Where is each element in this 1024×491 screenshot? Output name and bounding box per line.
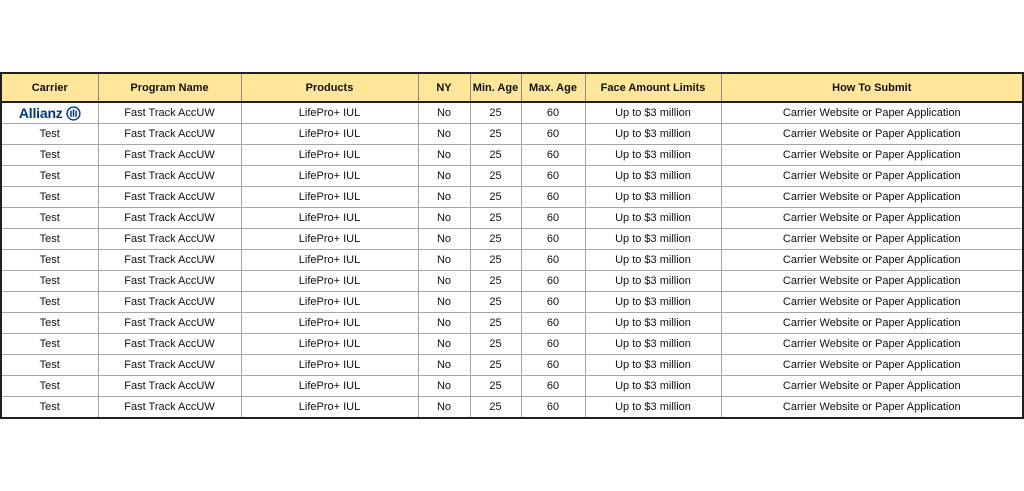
cell-carrier: Test <box>1 124 98 145</box>
cell-face-amount: Up to $3 million <box>585 397 721 419</box>
cell-carrier: Test <box>1 208 98 229</box>
cell-products: LifePro+ IUL <box>241 271 418 292</box>
cell-max-age: 60 <box>521 187 585 208</box>
cell-max-age: 60 <box>521 145 585 166</box>
cell-products: LifePro+ IUL <box>241 187 418 208</box>
table-row <box>1 397 1023 419</box>
cell-face-amount: Up to $3 million <box>585 313 721 334</box>
header-face-amount-limits: Face Amount Limits <box>585 73 721 102</box>
cell-how-to-submit: Carrier Website or Paper Application <box>721 229 1023 250</box>
cell-min-age: 25 <box>470 145 521 166</box>
table-row <box>1 187 1023 208</box>
cell-carrier: Test <box>1 355 98 376</box>
cell-face-amount: Up to $3 million <box>585 145 721 166</box>
cell-how-to-submit: Carrier Website or Paper Application <box>721 376 1023 397</box>
cell-products: LifePro+ IUL <box>241 376 418 397</box>
table-row <box>1 355 1023 376</box>
cell-carrier: Test <box>1 313 98 334</box>
cell-how-to-submit: Carrier Website or Paper Application <box>721 292 1023 313</box>
cell-ny: No <box>418 208 470 229</box>
table-row <box>1 166 1023 187</box>
cell-program-name: Fast Track AccUW <box>98 355 241 376</box>
cell-program-name: Fast Track AccUW <box>98 229 241 250</box>
cell-carrier <box>1 102 98 124</box>
cell-min-age: 25 <box>470 102 521 124</box>
cell-program-name: Fast Track AccUW <box>98 397 241 419</box>
cell-min-age: 25 <box>470 250 521 271</box>
cell-program-name: Fast Track AccUW <box>98 313 241 334</box>
cell-min-age: 25 <box>470 313 521 334</box>
cell-face-amount: Up to $3 million <box>585 292 721 313</box>
table-row <box>1 145 1023 166</box>
cell-how-to-submit: Carrier Website or Paper Application <box>721 271 1023 292</box>
cell-ny: No <box>418 187 470 208</box>
cell-program-name: Fast Track AccUW <box>98 292 241 313</box>
cell-products: LifePro+ IUL <box>241 334 418 355</box>
cell-products: LifePro+ IUL <box>241 355 418 376</box>
cell-carrier: Test <box>1 187 98 208</box>
cell-min-age: 25 <box>470 397 521 419</box>
cell-ny: No <box>418 124 470 145</box>
cell-face-amount: Up to $3 million <box>585 355 721 376</box>
cell-how-to-submit: Carrier Website or Paper Application <box>721 313 1023 334</box>
cell-face-amount: Up to $3 million <box>585 102 721 124</box>
cell-min-age: 25 <box>470 124 521 145</box>
table-row <box>1 124 1023 145</box>
cell-ny: No <box>418 376 470 397</box>
header-row <box>1 73 1023 102</box>
table-row <box>1 208 1023 229</box>
cell-max-age: 60 <box>521 292 585 313</box>
cell-products: LifePro+ IUL <box>241 292 418 313</box>
table-row <box>1 250 1023 271</box>
cell-products: LifePro+ IUL <box>241 145 418 166</box>
cell-min-age: 25 <box>470 334 521 355</box>
cell-face-amount: Up to $3 million <box>585 334 721 355</box>
cell-ny: No <box>418 292 470 313</box>
cell-products: LifePro+ IUL <box>241 208 418 229</box>
cell-max-age: 60 <box>521 208 585 229</box>
cell-how-to-submit: Carrier Website or Paper Application <box>721 124 1023 145</box>
cell-carrier: Test <box>1 145 98 166</box>
cell-ny: No <box>418 271 470 292</box>
spreadsheet <box>0 72 1024 419</box>
cell-carrier: Test <box>1 397 98 419</box>
cell-max-age: 60 <box>521 355 585 376</box>
cell-ny: No <box>418 250 470 271</box>
cell-max-age: 60 <box>521 102 585 124</box>
cell-max-age: 60 <box>521 124 585 145</box>
allianz-logo-icon <box>66 106 81 121</box>
allianz-wordmark: Allianz <box>18 105 63 121</box>
cell-how-to-submit: Carrier Website or Paper Application <box>721 102 1023 124</box>
cell-max-age: 60 <box>521 271 585 292</box>
cell-program-name: Fast Track AccUW <box>98 124 241 145</box>
header-products: Products <box>241 73 418 102</box>
cell-carrier: Test <box>1 250 98 271</box>
cell-max-age: 60 <box>521 397 585 419</box>
cell-min-age: 25 <box>470 292 521 313</box>
cell-products: LifePro+ IUL <box>241 102 418 124</box>
header-carrier: Carrier <box>1 73 98 102</box>
cell-min-age: 25 <box>470 376 521 397</box>
cell-ny: No <box>418 102 470 124</box>
cell-ny: No <box>418 229 470 250</box>
carrier-program-table <box>0 72 1024 419</box>
cell-products: LifePro+ IUL <box>241 250 418 271</box>
cell-program-name: Fast Track AccUW <box>98 250 241 271</box>
cell-ny: No <box>418 166 470 187</box>
cell-min-age: 25 <box>470 229 521 250</box>
cell-carrier: Test <box>1 166 98 187</box>
cell-how-to-submit: Carrier Website or Paper Application <box>721 397 1023 419</box>
table-row <box>1 334 1023 355</box>
cell-max-age: 60 <box>521 229 585 250</box>
table-row <box>1 271 1023 292</box>
cell-ny: No <box>418 334 470 355</box>
cell-how-to-submit: Carrier Website or Paper Application <box>721 187 1023 208</box>
table-row <box>1 376 1023 397</box>
cell-face-amount: Up to $3 million <box>585 124 721 145</box>
table-row <box>1 229 1023 250</box>
cell-products: LifePro+ IUL <box>241 124 418 145</box>
cell-how-to-submit: Carrier Website or Paper Application <box>721 166 1023 187</box>
cell-products: LifePro+ IUL <box>241 229 418 250</box>
cell-program-name: Fast Track AccUW <box>98 271 241 292</box>
cell-carrier: Test <box>1 334 98 355</box>
cell-program-name: Fast Track AccUW <box>98 208 241 229</box>
cell-face-amount: Up to $3 million <box>585 271 721 292</box>
allianz-logo <box>19 105 81 121</box>
header-min-age: Min. Age <box>470 73 521 102</box>
cell-products: LifePro+ IUL <box>241 166 418 187</box>
header-max-age: Max. Age <box>521 73 585 102</box>
cell-products: LifePro+ IUL <box>241 397 418 419</box>
cell-how-to-submit: Carrier Website or Paper Application <box>721 355 1023 376</box>
cell-max-age: 60 <box>521 313 585 334</box>
cell-carrier: Test <box>1 376 98 397</box>
cell-carrier: Test <box>1 271 98 292</box>
cell-how-to-submit: Carrier Website or Paper Application <box>721 208 1023 229</box>
cell-face-amount: Up to $3 million <box>585 250 721 271</box>
cell-min-age: 25 <box>470 208 521 229</box>
header-how-to-submit: How To Submit <box>721 73 1023 102</box>
cell-carrier: Test <box>1 229 98 250</box>
header-ny: NY <box>418 73 470 102</box>
cell-face-amount: Up to $3 million <box>585 187 721 208</box>
cell-min-age: 25 <box>470 271 521 292</box>
table-row <box>1 102 1023 124</box>
header-program-name: Program Name <box>98 73 241 102</box>
cell-face-amount: Up to $3 million <box>585 208 721 229</box>
cell-ny: No <box>418 145 470 166</box>
cell-min-age: 25 <box>470 166 521 187</box>
cell-products: LifePro+ IUL <box>241 313 418 334</box>
cell-carrier: Test <box>1 292 98 313</box>
cell-min-age: 25 <box>470 187 521 208</box>
cell-program-name: Fast Track AccUW <box>98 145 241 166</box>
cell-max-age: 60 <box>521 376 585 397</box>
cell-program-name: Fast Track AccUW <box>98 376 241 397</box>
cell-face-amount: Up to $3 million <box>585 166 721 187</box>
cell-program-name: Fast Track AccUW <box>98 166 241 187</box>
table-row <box>1 313 1023 334</box>
cell-how-to-submit: Carrier Website or Paper Application <box>721 250 1023 271</box>
cell-face-amount: Up to $3 million <box>585 229 721 250</box>
cell-min-age: 25 <box>470 355 521 376</box>
cell-ny: No <box>418 397 470 419</box>
cell-ny: No <box>418 355 470 376</box>
cell-max-age: 60 <box>521 334 585 355</box>
cell-program-name: Fast Track AccUW <box>98 102 241 124</box>
cell-program-name: Fast Track AccUW <box>98 187 241 208</box>
cell-how-to-submit: Carrier Website or Paper Application <box>721 145 1023 166</box>
cell-max-age: 60 <box>521 166 585 187</box>
cell-ny: No <box>418 313 470 334</box>
table-row <box>1 292 1023 313</box>
cell-program-name: Fast Track AccUW <box>98 334 241 355</box>
cell-max-age: 60 <box>521 250 585 271</box>
cell-how-to-submit: Carrier Website or Paper Application <box>721 334 1023 355</box>
cell-face-amount: Up to $3 million <box>585 376 721 397</box>
